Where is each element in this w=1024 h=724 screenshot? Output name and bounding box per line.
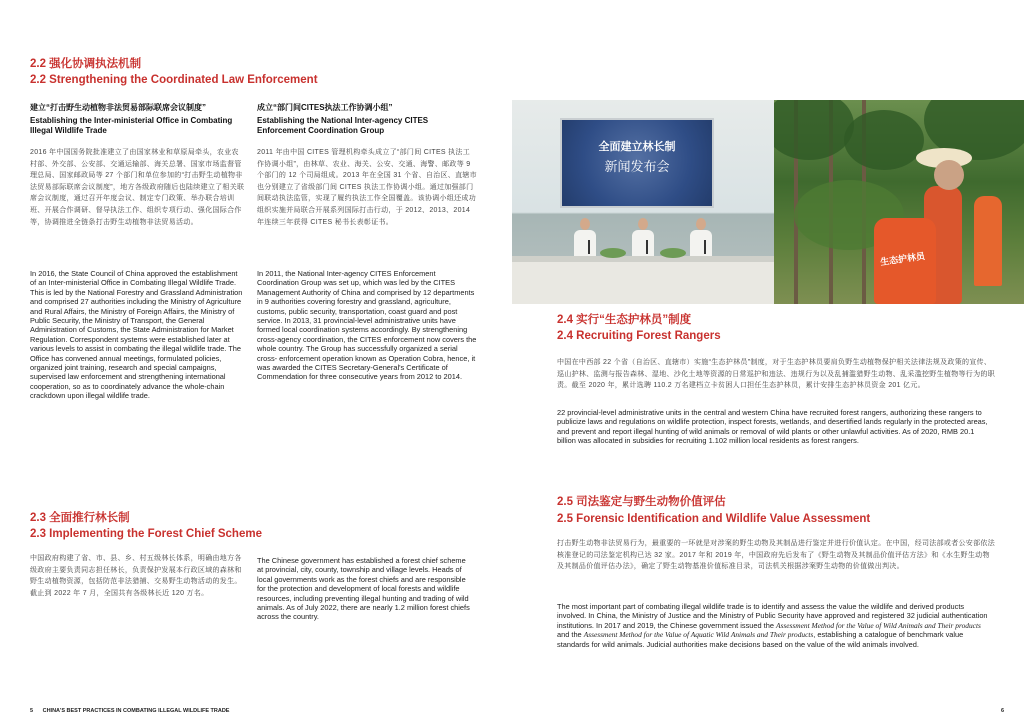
ranger-head [934,160,964,190]
microphone [646,240,648,254]
foliage [844,110,924,170]
section-2-5-title-en: 2.5 Forensic Identification and Wildlife Value Assessment [557,513,871,525]
col-a-title-en: Establishing the Inter-ministerial Office in Combating Illegal Wildlife Trade [30,116,233,135]
section-2-5-body-en-part1: The most important part of combating illegal wildlife trade is to identify and assess the value the wildlife and derived products involved. In China, the Ministry of Justice and the Ministry of Public Security have approved and registered 32 judicial authentication institutions. In 2017 and 2019, the Chinese government issued the [557,602,988,630]
speaker-figure [690,218,712,258]
screen-subtitle: 新闻发布会 [604,159,670,174]
right-page [512,0,1024,724]
projection-screen [560,118,714,208]
section-2-2-title-en: 2.2 Strengthening the Coordinated Law Enforcement [30,74,318,86]
section-2-4-body-cn: 中国在中西部 22 个省（自治区、直辖市）实施“生态护林员”制度，对于生态护林员要肩负野生动植物保护相关法律法规及政策的宣传、巡山护林、监测与报告森林、湿地、沙化土地等资源的日常巡护和违法、违规行为以及乱捕滥猎野生动物、乱采滥挖野生植物等行为的职责。截至 2020 年，累计选聘 110.2 万名建档立卡贫困人口担任生态护林员，累计安排生态护林员资金 201 亿元。 [557,359,995,390]
table-edge [512,256,774,262]
speaker-figure [574,218,596,258]
flower-arrangement [600,248,626,258]
section-2-2-title-cn: 2.2 强化协调执法机制 [30,58,142,70]
section-2-5-body-en [557,602,995,649]
microphone [588,240,590,254]
page-number-left: 5 [30,708,34,714]
conference-table [512,260,774,304]
flower-arrangement [660,248,686,258]
section-2-4-body-en: 22 provincial-level administrative units in the central and western China have recruited forest rangers, authorizing these rangers to publicize laws and regulations on wildlife protection, inspect forests, wetlands, and desertified lands regularly in the protected areas, and prevent and report illegal hunting of wild animals or removal of wild plants or other unlawful activities. As of 2020, RMB 20.1 billion was allocated in subsidies for recruiting 1.102 million local residents as forest rangers. [557,408,988,446]
assessment-method-title-2: Assessment Method for the Value of Aquatic Wild Animals and Their products [583,630,814,640]
section-2-3-body-en: The Chinese government has established a forest chief scheme at provincial, city, county, township and village levels. Heads of local governments work as the forest chiefs and are responsible for the protection and development of local forests and wildlife resources, including preventing illegal hunting and trading of wild animals. As of July 2022, there are nearly 1.2 million forest chiefs across the country. [257,556,470,622]
section-2-4-title-en: 2.4 Recruiting Forest Rangers [557,330,721,342]
section-2-3-body-cn: 中国政府构建了省、市、县、乡、村五级林长体系，明确由地方各级政府主要负责同志担任林长，负责保护发展本行政区域的森林和野生动植物资源，包括防范非法猎捕、交易野生动物活动的发生。截止到 2022 年 7 月，全国共有各级林长近 120 万名。 [30,555,242,597]
foliage [774,100,854,160]
assessment-method-title-1: Assessment Method for the Value of Wild Animals and Their products [776,620,981,630]
microphone [704,240,706,254]
section-2-5-body-en-part2: and the [557,630,584,640]
speaker-figure [632,218,654,258]
section-2-5-body-cn: 打击野生动物非法贸易行为，最重要的一环就是对涉案的野生动物及其制品进行鉴定并进行价值认定。在中国，经司法部或者公安部依法核准登记的司法鉴定机构已达 32 家。2017 年和 2019 年，中国政府先后发布了《野生动物及其制品价值评估方法》和《水生野生动物及其制品价值评估办法》，确定了野生动物基准价值标准目录，司法机关根据涉案野生动物的价值做出判决。 [557,540,995,571]
ranger-second [974,196,1002,286]
section-2-5-body-en-part3: , establishing a catalogue of benchmark value standards for wild animals. Judicial authorities make decisions based on the value of the wild animals involved. [557,630,964,649]
footer-title: CHINA'S BEST PRACTICES IN COMBATING ILLEGAL WILDLIFE TRADE [42,708,230,714]
ranger-vest-text: 生态护林员 [879,250,926,268]
col-b-title-en: Establishing the National Inter-agency CITES Enforcement Coordination Group [257,116,429,135]
forest-rangers-photo [774,100,1024,304]
col-a-body-cn: 2016 年中国国务院批准建立了由国家林业和草原局牵头，农业农村部、外交部、公安部、交通运输部、海关总署、国家市场监督管理总局、国家邮政局等 27 个部门和单位参加的“打击野生动植物非法贸易部际联席会议制度”，地方各级政府随后也陆续建立了相关联席会议制度，通过召开年度会议、制定专门政策、举办联合培训班、开展合作调研、督导执法工作、组织专项行动、强化国际合作等，协调推进全链条打击野生动植物非法贸易活动。 [30,149,245,226]
footer-left [30,708,229,714]
page-number-right: 6 [1000,708,1004,714]
col-b-title-cn: 成立“部门间CITES执法工作协调小组” [257,103,393,112]
section-2-5-title-cn: 2.5 司法鉴定与野生动物价值评估 [557,496,726,508]
section-2-3-title-cn: 2.3 全面推行林长制 [30,512,130,524]
col-b-body-en: In 2011, the National Inter-agency CITES Enforcement Coordination Group was set up, which was led by the CITES Management Authority of China and comprised by 12 departments in 9 authorities covering forestry and grassland, agriculture, customs, public security, transportation, coast guard and post service. In 2013, 31 provincial-level administrative units have formed local coordination systems accordingly. By strengthening cross-agency coordination, the CITES enforcement now covers the whole country. The Group has successfully organized a serial cross- enforcement operation known as Operation Cobra, hence, it was awarded the CITES Secretary-General's Certificate of Commendation for three consecutive years from 2012 to 2014. [257,269,477,382]
col-a-body-en: In 2016, the State Council of China approved the establishment of an Inter-ministerial Office in Combating Illegal Wildlife Trade. This is led by the National Forestry and Grassland Administration and comprised 27 authorities including the Ministry of Agriculture and Rural Affairs, the Ministry of Foreign Affairs, the Ministry of Public Security, the Ministry of Transport, the General Administration of Customs, the State Administration for Market Regulation. Correspondent systems were established later at various levels to assist in combating the illegal wildlife trade. The Office has convened annual meetings, formulated policies, organized joint training, research and special campaigns, supervised law enforcement and strengthening international cooperation, so as to coordinately advance the whole-chain crackdown upon illegal wildlife trade. [30,269,243,401]
col-b-body-cn: 2011 年由中国 CITES 管理机构牵头成立了“部门间 CITES 执法工作协调小组”，由林草、农业、海关、公安、交通、海警、邮政等 9 个部门的 12 个司局组成。2013 年在全国 31 个省、自治区、直辖市也分别建立了省级部门间 CITES 执法工作协调小组。通过加强部门间联动执法监管，实现了履约执法工作全国覆盖。该协调小组还成功组织实施并局联合开展系列国际打击行动，于 2012、2013、2014 年连续三年获得 CITES 秘书长表彰证书。 [257,149,477,226]
col-a-title-cn: 建立“打击野生动植物非法贸易部际联席会议制度” [30,103,206,112]
section-2-4-title-cn: 2.4 实行“生态护林员”制度 [557,314,692,326]
press-conference-photo [512,100,774,304]
screen-title: 全面建立林长制 [598,141,676,153]
ranger-vest [874,218,936,304]
section-2-3-title-en: 2.3 Implementing the Forest Chief Scheme [30,528,262,540]
